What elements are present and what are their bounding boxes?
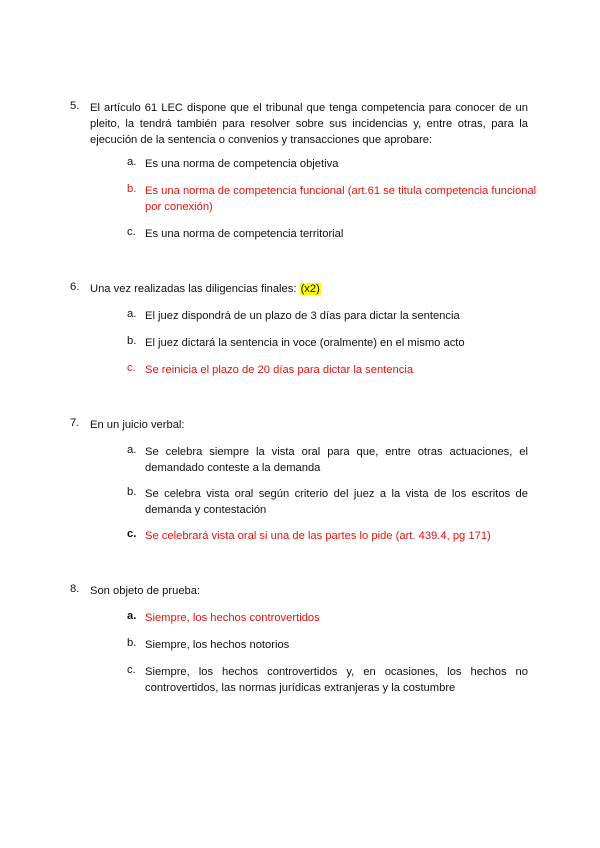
option-letter: a. bbox=[127, 444, 137, 456]
option-text-line: demanda y contestación bbox=[145, 504, 267, 516]
option-text bbox=[145, 528, 528, 544]
option-text bbox=[145, 308, 528, 324]
question-text-line: Son objeto de prueba: bbox=[90, 585, 201, 597]
option-text-line: controvertidos, las normas jurídicas extranjeras y la costumbre bbox=[145, 682, 456, 694]
option-letter: a. bbox=[127, 610, 137, 622]
option-text-line: El juez dispondrá de un plazo de 3 días para dictar la sentencia bbox=[145, 310, 460, 322]
option-letter: c. bbox=[127, 528, 137, 540]
question-text bbox=[90, 100, 528, 148]
option-text-line: Es una norma de competencia territorial bbox=[145, 228, 344, 240]
question-text bbox=[90, 417, 528, 433]
option-letter: b. bbox=[127, 183, 137, 195]
option-text bbox=[145, 664, 528, 696]
question-number: 7. bbox=[70, 417, 80, 429]
option-text bbox=[145, 637, 528, 653]
option-letter: c. bbox=[127, 226, 136, 238]
question-text-line: ejecución de la sentencia o convenios y transacciones que aprobare: bbox=[90, 134, 433, 146]
option-letter: a. bbox=[127, 308, 137, 320]
question-text-line: El artículo 61 LEC dispone que el tribunal que tenga competencia para conocer de un bbox=[90, 102, 528, 114]
question-number: 8. bbox=[70, 583, 80, 595]
option-text-line: por conexión) bbox=[145, 201, 213, 213]
question-text bbox=[90, 281, 528, 297]
option-letter: b. bbox=[127, 335, 137, 347]
option-letter: c. bbox=[127, 664, 136, 676]
option-text-line: El juez dictará la sentencia in voce (oralmente) en el mismo acto bbox=[145, 337, 465, 349]
option-text-line: Siempre, los hechos controvertidos y, en ocasiones, los hechos no bbox=[145, 666, 528, 678]
option-text bbox=[145, 335, 528, 351]
question-text bbox=[90, 583, 528, 599]
option-text bbox=[145, 486, 528, 518]
option-text-line: Se celebra vista oral según criterio del juez a la vista de los escritos de bbox=[145, 488, 528, 500]
question-text-line: Una vez realizadas las diligencias finales: bbox=[90, 283, 297, 295]
option-text bbox=[145, 156, 528, 172]
option-text-line: Siempre, los hechos controvertidos bbox=[145, 612, 320, 624]
option-text-line: Siempre, los hechos notorios bbox=[145, 639, 290, 651]
option-text-line: Se reinicia el plazo de 20 días para dictar la sentencia bbox=[145, 364, 414, 376]
option-text-line: Se celebrará vista oral si una de las partes lo pide (art. 439.4, pg 171) bbox=[145, 530, 491, 542]
option-text bbox=[145, 226, 528, 242]
option-text bbox=[145, 610, 528, 626]
option-letter: b. bbox=[127, 486, 137, 498]
question-text-line: En un juicio verbal: bbox=[90, 419, 185, 431]
option-text bbox=[145, 444, 528, 476]
option-text-line: Se celebra siempre la vista oral para que, entre otras actuaciones, el bbox=[145, 446, 528, 458]
question-text-line: pleito, la tendrá también para resolver sobre sus incidencias y, entre otras, para la bbox=[90, 118, 528, 130]
highlight-marker: (x2) bbox=[300, 283, 320, 295]
option-text bbox=[145, 183, 537, 215]
option-letter: b. bbox=[127, 637, 137, 649]
option-text-line: demandado conteste a la demanda bbox=[145, 462, 321, 474]
option-letter: a. bbox=[127, 156, 137, 168]
option-text-line: Es una norma de competencia objetiva bbox=[145, 158, 339, 170]
option-text-line: Es una norma de competencia funcional (art.61 se titula competencia funcional bbox=[145, 185, 537, 197]
question-number: 6. bbox=[70, 281, 80, 293]
option-letter: c. bbox=[127, 362, 136, 374]
option-text bbox=[145, 362, 528, 378]
question-number: 5. bbox=[70, 100, 80, 112]
